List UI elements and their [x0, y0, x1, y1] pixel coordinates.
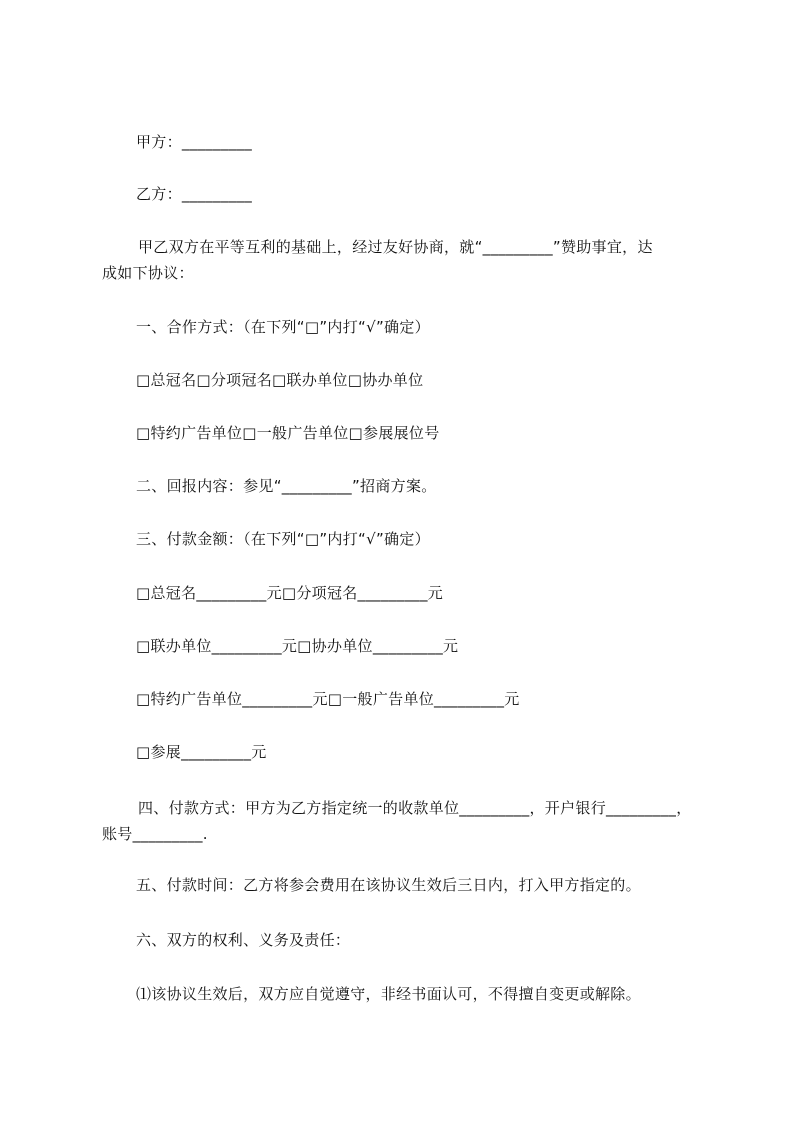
- section1-options-row2: □特约广告单位□一般广告单位□参展展位号: [136, 424, 440, 442]
- section6-title: 六、双方的权利、义务及责任：: [136, 931, 351, 949]
- section6-item1: ⑴该协议生效后，双方应自觉遵守，非经书面认可，不得擅自变更或解除。: [136, 985, 641, 1003]
- section3-title: 三、付款金额：（在下列“□”内打“√”确定）: [136, 530, 430, 548]
- section3-row2: □联办单位_________元□协办单位_________元: [136, 637, 459, 655]
- party-b-line: 乙方：_________: [136, 185, 253, 203]
- section4-paragraph: [102, 795, 708, 847]
- party-a-line: 甲方：_________: [136, 133, 253, 151]
- intro-line-2: 成如下协议：: [102, 264, 194, 282]
- section4-line-1: 四、付款方式：甲方为乙方指定统一的收款单位_________，开户银行_________，: [138, 799, 692, 817]
- section3-row3: □特约广告单位_________元□一般广告单位_________元: [136, 690, 520, 708]
- intro-line-1: 甲乙双方在平等互利的基础上，经过友好协商，就“_________”赞助事宜，达: [138, 238, 653, 256]
- section3-row4: □参展_________元: [136, 743, 267, 761]
- section1-options-row1: □总冠名□分项冠名□联办单位□协办单位: [136, 371, 424, 389]
- section4-line-2: 账号_________.: [102, 825, 208, 843]
- section3-row1: □总冠名_________元□分项冠名_________元: [136, 584, 444, 602]
- intro-paragraph: [102, 234, 708, 286]
- section2-line: 二、回报内容：参见“_________”招商方案。: [136, 477, 437, 495]
- section1-title: 一、合作方式：（在下列“□”内打“√”确定）: [136, 318, 430, 336]
- section5-line: 五、付款时间：乙方将参会费用在该协议生效后三日内，打入甲方指定的。: [136, 876, 641, 894]
